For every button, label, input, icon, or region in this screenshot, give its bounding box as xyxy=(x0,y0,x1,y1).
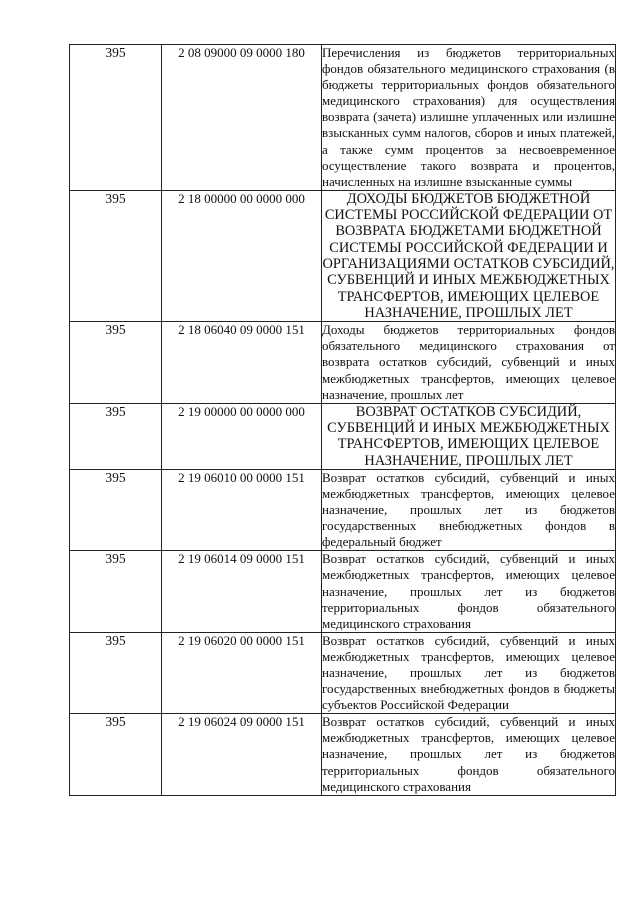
description-cell: Возврат остатков субсидий, субвенций и иных межбюджетных трансфертов, имеющих целевое назначение, прошлых лет из бюджетов государственных внебюджетных фондов в бюджеты субъектов Российской Федерации xyxy=(322,632,615,713)
admin-code-cell: 395 xyxy=(70,45,162,191)
budget-code-cell: 2 18 00000 00 0000 000 xyxy=(162,190,322,321)
section-heading-cell: ВОЗВРАТ ОСТАТКОВ СУБСИДИЙ, СУБВЕНЦИЙ И ИНЫХ МЕЖБЮДЖЕТНЫХ ТРАНСФЕРТОВ, ИМЕЮЩИХ ЦЕЛЕВОЕ НАЗНАЧЕНИЕ, ПРОШЛЫХ ЛЕТ xyxy=(322,403,616,469)
admin-code-cell: 395 xyxy=(70,322,162,403)
description-cell: Доходы бюджетов территориальных фондов обязательного медицинского страхования от возврата остатков субсидий, субвенций и иных межбюджетных трансфертов, имеющих целевое назначение, прошлых лет xyxy=(322,322,615,402)
budget-code-cell: 2 19 06010 00 0000 151 xyxy=(162,469,322,550)
table-row xyxy=(70,190,616,321)
admin-code-cell: 395 xyxy=(70,469,162,550)
description-cell: Перечисления из бюджетов территориальных фондов обязательного медицинского страхования (в бюджеты территориальных фондов обязательного медицинского страхования) для осуществления возврата (зачета) излишне уплаченных или излишне взысканных сумм налогов, сборов и иных платежей, а также сумм процентов за несвоевременное осуществление такого возврата и процентов, начисленных на излишне взысканные суммы xyxy=(322,45,615,189)
admin-code-cell: 395 xyxy=(70,551,162,632)
budget-code-cell: 2 19 06024 09 0000 151 xyxy=(162,714,322,795)
table-row xyxy=(70,632,616,713)
table-body xyxy=(70,45,616,796)
table-row xyxy=(70,714,616,795)
admin-code-cell: 395 xyxy=(70,190,162,321)
table-row xyxy=(70,45,616,191)
admin-code-cell: 395 xyxy=(70,714,162,795)
table-row xyxy=(70,322,616,403)
budget-code-cell: 2 08 09000 09 0000 180 xyxy=(162,45,322,191)
admin-code-cell: 395 xyxy=(70,632,162,713)
description-cell: Возврат остатков субсидий, субвенций и иных межбюджетных трансфертов, имеющих целевое назначение, прошлых лет из бюджетов государственных внебюджетных фондов в федеральный бюджет xyxy=(322,469,615,550)
table-row xyxy=(70,469,616,550)
budget-code-cell: 2 19 00000 00 0000 000 xyxy=(162,403,322,469)
description-cell: Возврат остатков субсидий, субвенций и иных межбюджетных трансфертов, имеющих целевое назначение, прошлых лет из бюджетов территориальных фондов обязательного медицинского страхования xyxy=(322,551,615,631)
admin-code-cell: 395 xyxy=(70,403,162,469)
budget-code-cell: 2 19 06014 09 0000 151 xyxy=(162,551,322,632)
budget-code-cell: 2 18 06040 09 0000 151 xyxy=(162,322,322,403)
budget-code-cell: 2 19 06020 00 0000 151 xyxy=(162,632,322,713)
revenue-classification-table xyxy=(69,44,616,796)
description-cell: Возврат остатков субсидий, субвенций и иных межбюджетных трансфертов, имеющих целевое назначение, прошлых лет из бюджетов территориальных фондов обязательного медицинского страхования xyxy=(322,714,615,794)
table-row xyxy=(70,551,616,632)
section-heading-cell: ДОХОДЫ БЮДЖЕТОВ БЮДЖЕТНОЙ СИСТЕМЫ РОССИЙСКОЙ ФЕДЕРАЦИИ ОТ ВОЗВРАТА БЮДЖЕТАМИ БЮДЖЕТНОЙ СИСТЕМЫ РОССИЙСКОЙ ФЕДЕРАЦИИ И ОРГАНИЗАЦИЯМИ ОСТАТКОВ СУБСИДИЙ, СУБВЕНЦИЙ И ИНЫХ МЕЖБЮДЖЕТНЫХ ТРАНСФЕРТОВ, ИМЕЮЩИХ ЦЕЛЕВОЕ НАЗНАЧЕНИЕ, ПРОШЛЫХ ЛЕТ xyxy=(322,190,615,321)
table-row xyxy=(70,403,616,469)
